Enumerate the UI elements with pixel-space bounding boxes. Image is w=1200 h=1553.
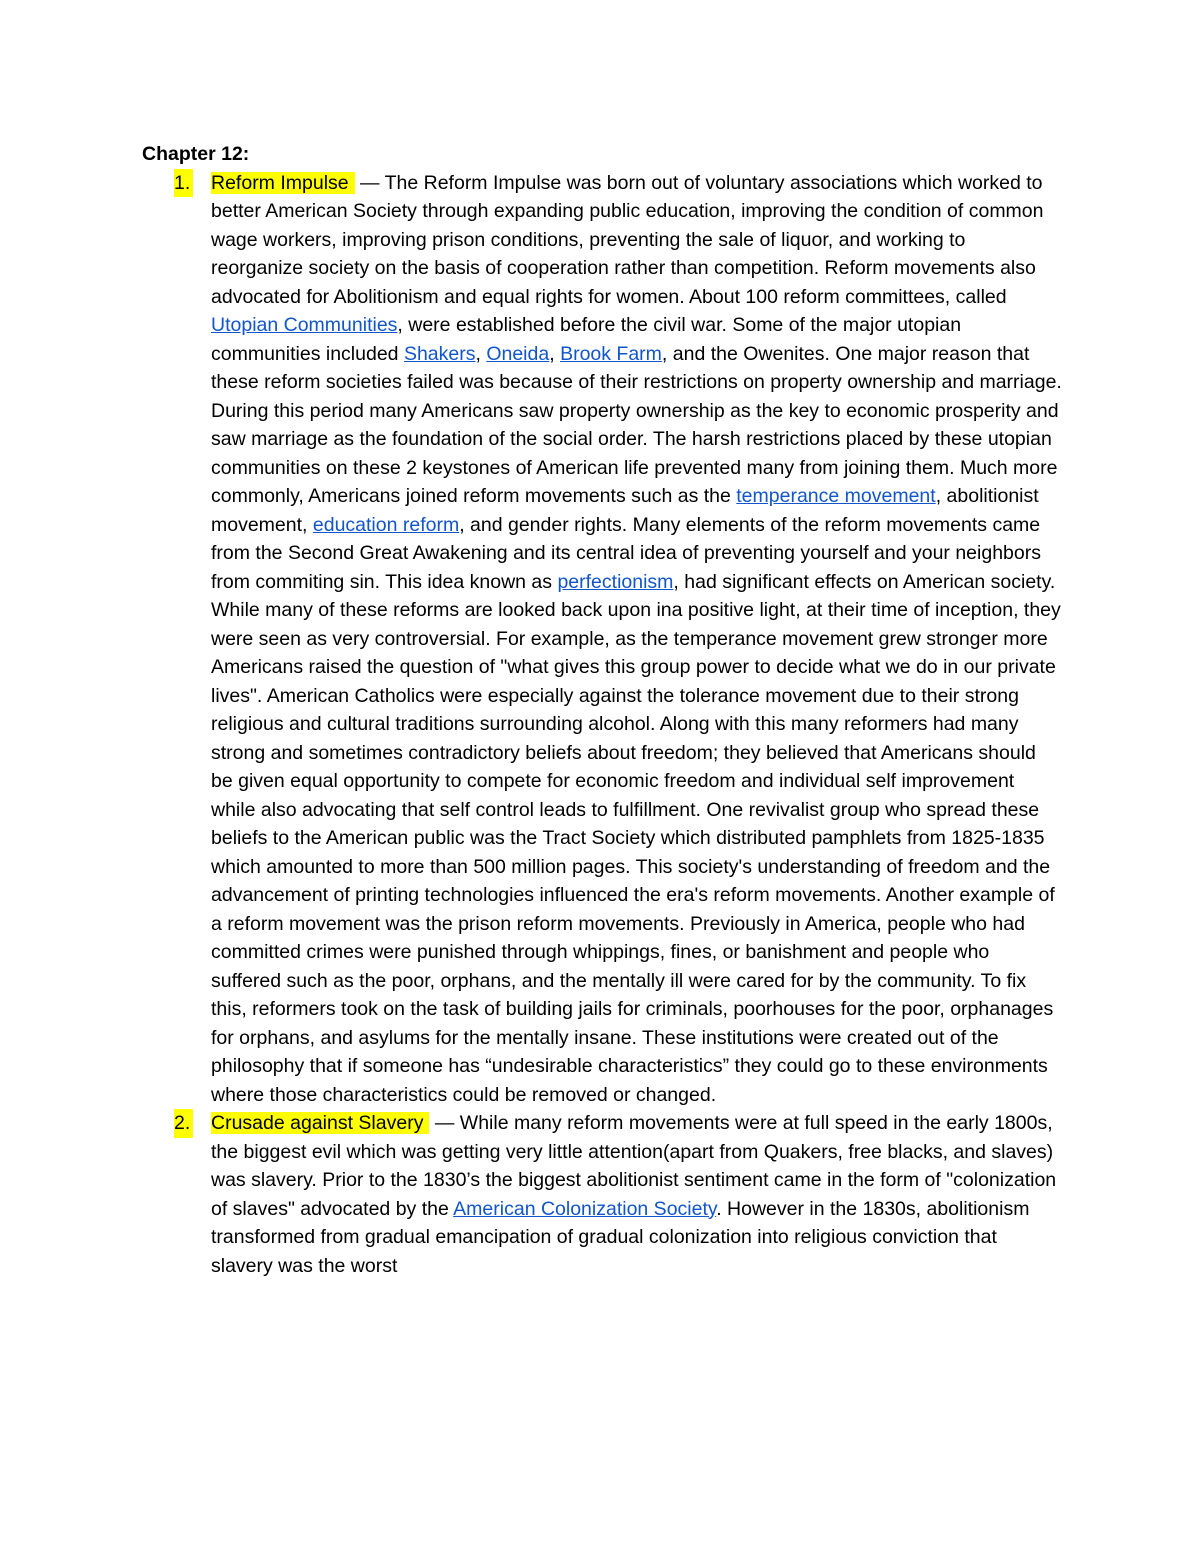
chapter-title: Chapter 12: bbox=[142, 143, 250, 165]
list-item-reform-impulse bbox=[142, 169, 1062, 1110]
item1-text-0: — The Reform Impulse was born out of voluntary associations which worked to better American Society through expanding public education, improving the condition of common wage workers, improving prison conditions, preventing the sale of liquor, and working to reorganize society on the basis of cooperation rather than competition. Reform movements also advocated for Abolitionism and equal rights for women. About 100 reform committees, called bbox=[211, 171, 1044, 308]
item1-text-3: , bbox=[549, 342, 561, 365]
link-shakers[interactable]: Shakers bbox=[403, 342, 476, 365]
document-page bbox=[142, 140, 1062, 1280]
item2-text-1: . However in the 1830s, abolitionism transformed from gradual emancipation of gradual colonization into religious conviction that slavery was the worst bbox=[211, 1197, 1030, 1277]
item1-text-1: , were established before the civil war. Some of the major utopian communities included bbox=[211, 314, 962, 365]
term-crusade-against-slavery: Crusade against Slavery bbox=[211, 1112, 429, 1134]
link-oneida[interactable]: Oneida bbox=[486, 342, 550, 365]
topic-list bbox=[142, 169, 1062, 1281]
item1-text-5: , abolitionist movement, bbox=[211, 485, 1039, 536]
item1-text-6: , and gender rights. Many elements of the reform movements came from the Second Great Awakening and its central idea of preventing yourself and your neighbors from commiting sin. This idea known as bbox=[211, 513, 1041, 593]
list-item-crusade-against-slavery bbox=[142, 1109, 1062, 1280]
link-education-reform[interactable]: education reform bbox=[312, 513, 460, 536]
link-utopian-communities[interactable]: Utopian Communities bbox=[211, 314, 398, 336]
list-number-1: 1. bbox=[174, 169, 193, 198]
item1-text-7: , had significant effects on American society. While many of these reforms are looked back upon ina positive light, at their time of inception, they were seen as very controversial. For example, as the temperance movement grew stronger more Americans raised the question of "what gives this group power to decide what we do in our private lives". American Catholics were especially against the tolerance movement due to their strong religious and cultural traditions surrounding alcohol. Along with this many reformers had many strong and sometimes contradictory beliefs about freedom; they believed that Americans should be given equal opportunity to compete for economic freedom and individual self improvement while also advocating that self control leads to fulfillment. One revivalist group who spread these beliefs to the American public was the Tract Society which distributed pamphlets from 1825-1835 which amounted to more than 500 million pages. This society's understanding of freedom and the advancement of printing technologies influenced the era's reform movements. Another example of a reform movement was the prison reform movements. Previously in America, people who had committed crimes were punished through whippings, fines, or banishment and people who suffered such as the poor, orphans, and the mentally ill were cared for by the community. To fix this, reformers took on the task of building jails for criminals, poorhouses for the poor, orphanages for orphans, and asylums for the mentally insane. These institutions were created out of the philosophy that if someone has “undesirable characteristics” they could go to these environments where those characteristics could be removed or changed. bbox=[211, 570, 1061, 1106]
link-perfectionism[interactable]: perfectionism bbox=[557, 570, 674, 593]
term-reform-impulse: Reform Impulse bbox=[211, 172, 355, 194]
link-brook-farm[interactable]: Brook Farm bbox=[560, 342, 662, 365]
item1-text-4: , and the Owenites. One major reason that these reform societies failed was because of their restrictions on property ownership and marriage. During this period many Americans saw property ownership as the key to economic prosperity and saw marriage as the foundation of the social order. The harsh restrictions placed by these utopian communities on these 2 keystones of American life prevented many from joining them. Much more commonly, Americans joined reform movements such as the bbox=[211, 342, 1062, 507]
item1-text-2: , bbox=[475, 342, 487, 365]
link-american-colonization-society[interactable]: American Colonization Society bbox=[453, 1197, 717, 1220]
link-temperance-movement[interactable]: temperance movement bbox=[736, 485, 936, 507]
item2-text-0: — While many reform movements were at full speed in the early 1800s, the biggest evil which was getting very little attention(apart from Quakers, free blacks, and slaves) was slavery. Prior to the 1830’s the biggest abolitionist sentiment came in the form of "colonization of slaves" advocated by the bbox=[211, 1112, 1057, 1220]
list-number-2: 2. bbox=[174, 1109, 193, 1138]
